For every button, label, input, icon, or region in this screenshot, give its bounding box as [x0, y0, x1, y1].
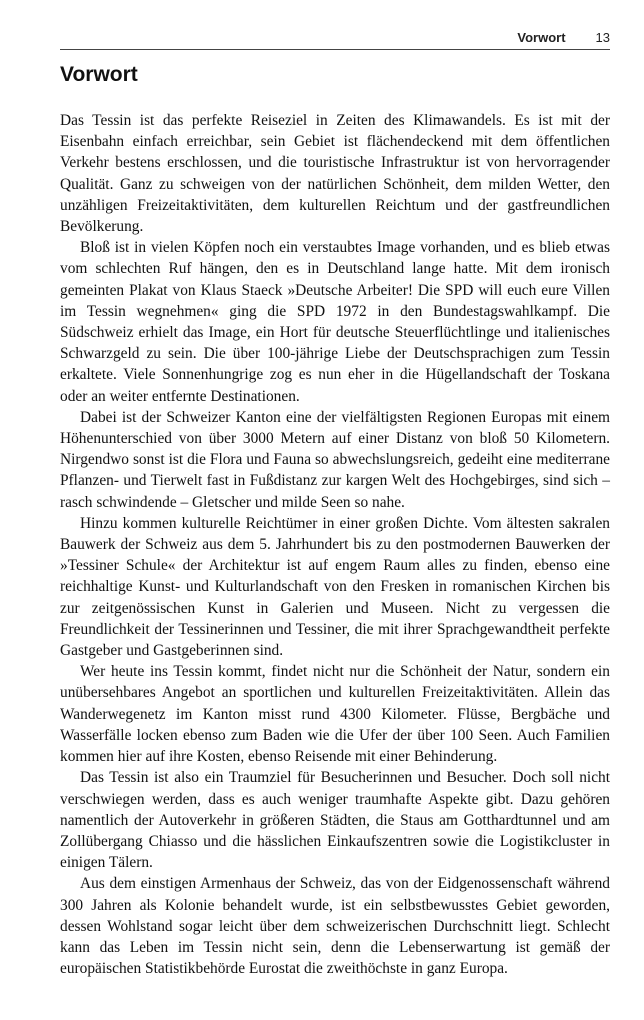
body-text	[60, 110, 610, 979]
paragraph: Wer heute ins Tessin kommt, findet nicht nur die Schönheit der Natur, sondern ein unübersehbares Angebot an sportlichen und kulturellen Freizeitaktivitäten. Allein das Wanderwegenetz im Kanton misst rund 4300 Kilometer. Flüsse, Bergbäche und Wasserfälle locken ebenso zum Baden wie die Ufer der über 100 Seen. Auch Familien kommen hier auf ihre Kosten, ebenso Reisende mit einer Behinderung.	[60, 663, 610, 766]
paragraph: Das Tessin ist das perfekte Reiseziel in Zeiten des Klimawandels. Es ist mit der Eisenbahn einfach erreichbar, sein Gebiet ist flächendeckend mit dem öffentlichen Verkehr bestens erschlossen, und die touristische Infrastruktur ist von hervorragender Qualität. Ganz zu schweigen von der natürlichen Schönheit, dem milden Wetter, den unzähligen Freizeitaktivitäten, dem kulturellen Reichtum und der gastfreundlichen Bevölkerung.	[60, 112, 610, 236]
paragraph: Dabei ist der Schweizer Kanton eine der vielfältigsten Regionen Europas mit einem Höhenunterschied von über 3000 Metern auf einer Distanz von bloß 50 Kilometern. Nirgendwo sonst ist die Flora und Fauna so abwechslungsreich, gedeiht eine mediterrane Pflanzen- und Tierwelt fast in Fußdistanz zur kargen Welt des Hochgebirges, sind sich – rasch schwindende – Gletscher und milde Seen so nahe.	[60, 408, 610, 511]
paragraph: Hinzu kommen kulturelle Reichtümer in einer großen Dichte. Vom ältesten sakralen Bauwerk der Schweiz aus dem 5. Jahrhundert bis zu den postmodernen Bauwerken der »Tessiner Schule« der Architektur ist auf engem Raum alles zu finden, ebenso eine reichhaltige Kunst- und Kulturlandschaft von den Fresken in romanischen Kirchen bis zur zeitgenössischen Kunst in Galerien und Museen. Nicht zu vergessen die Freundlichkeit der Tessinerinnen und Tessiner, die mit ihrer Sprachgewandtheit perfekte Gastgeber und Gastgeberinnen sind.	[60, 514, 610, 660]
chapter-title: Vorwort	[60, 63, 138, 86]
paragraph: Bloß ist in vielen Köpfen noch ein verstaubtes Image vorhanden, und es blieb etwas vom schlechten Ruf hängen, den es in Deutschland lange hatte. Mit dem ironisch gemeinten Plakat von Klaus Staeck »Deutsche Arbeiter! Die SPD will euch eure Villen im Tessin wegnehmen« ging die SPD 1972 in den Bundestagswahlkampf. Die Südschweiz erhielt das Image, ein Hort für deutsche Steuerflüchtlinge und italienisches Schwarzgeld zu sein. Die über 100-jährige Liebe der Deutschsprachigen zum Tessin erkaltete. Viele Sonnenhungrige zog es nun eher in die Hügellandschaft der Toskana oder an weiter entfernte Destinationen.	[60, 239, 610, 405]
running-header	[60, 30, 610, 50]
paragraph: Aus dem einstigen Armenhaus der Schweiz, das von der Eidgenossenschaft während 300 Jahren als Kolonie behandelt wurde, ist ein selbstbewusstes Gebiet geworden, dessen Wohlstand sogar leicht über dem schweizerischen Durchschnitt liegt. Schlecht kann das Leben im Tessin nicht sein, denn die Lebenserwartung ist gemäß der europäischen Statistikbehörde Eurostat die zweithöchste in ganz Europa.	[60, 875, 610, 978]
book-page	[60, 30, 610, 979]
paragraph: Das Tessin ist also ein Traumziel für Besucherinnen und Besucher. Doch soll nicht verschwiegen werden, dass es auch weniger traumhafte Aspekte gibt. Dazu gehören namentlich der Autoverkehr in größeren Städten, die Staus am Gotthardtunnel und am Zollübergang Chiasso und die hässlichen Einkaufszentren sowie die Logistikcluster in einigen Tälern.	[60, 769, 610, 872]
running-title: Vorwort	[517, 30, 566, 45]
page-number: 13	[595, 30, 610, 45]
